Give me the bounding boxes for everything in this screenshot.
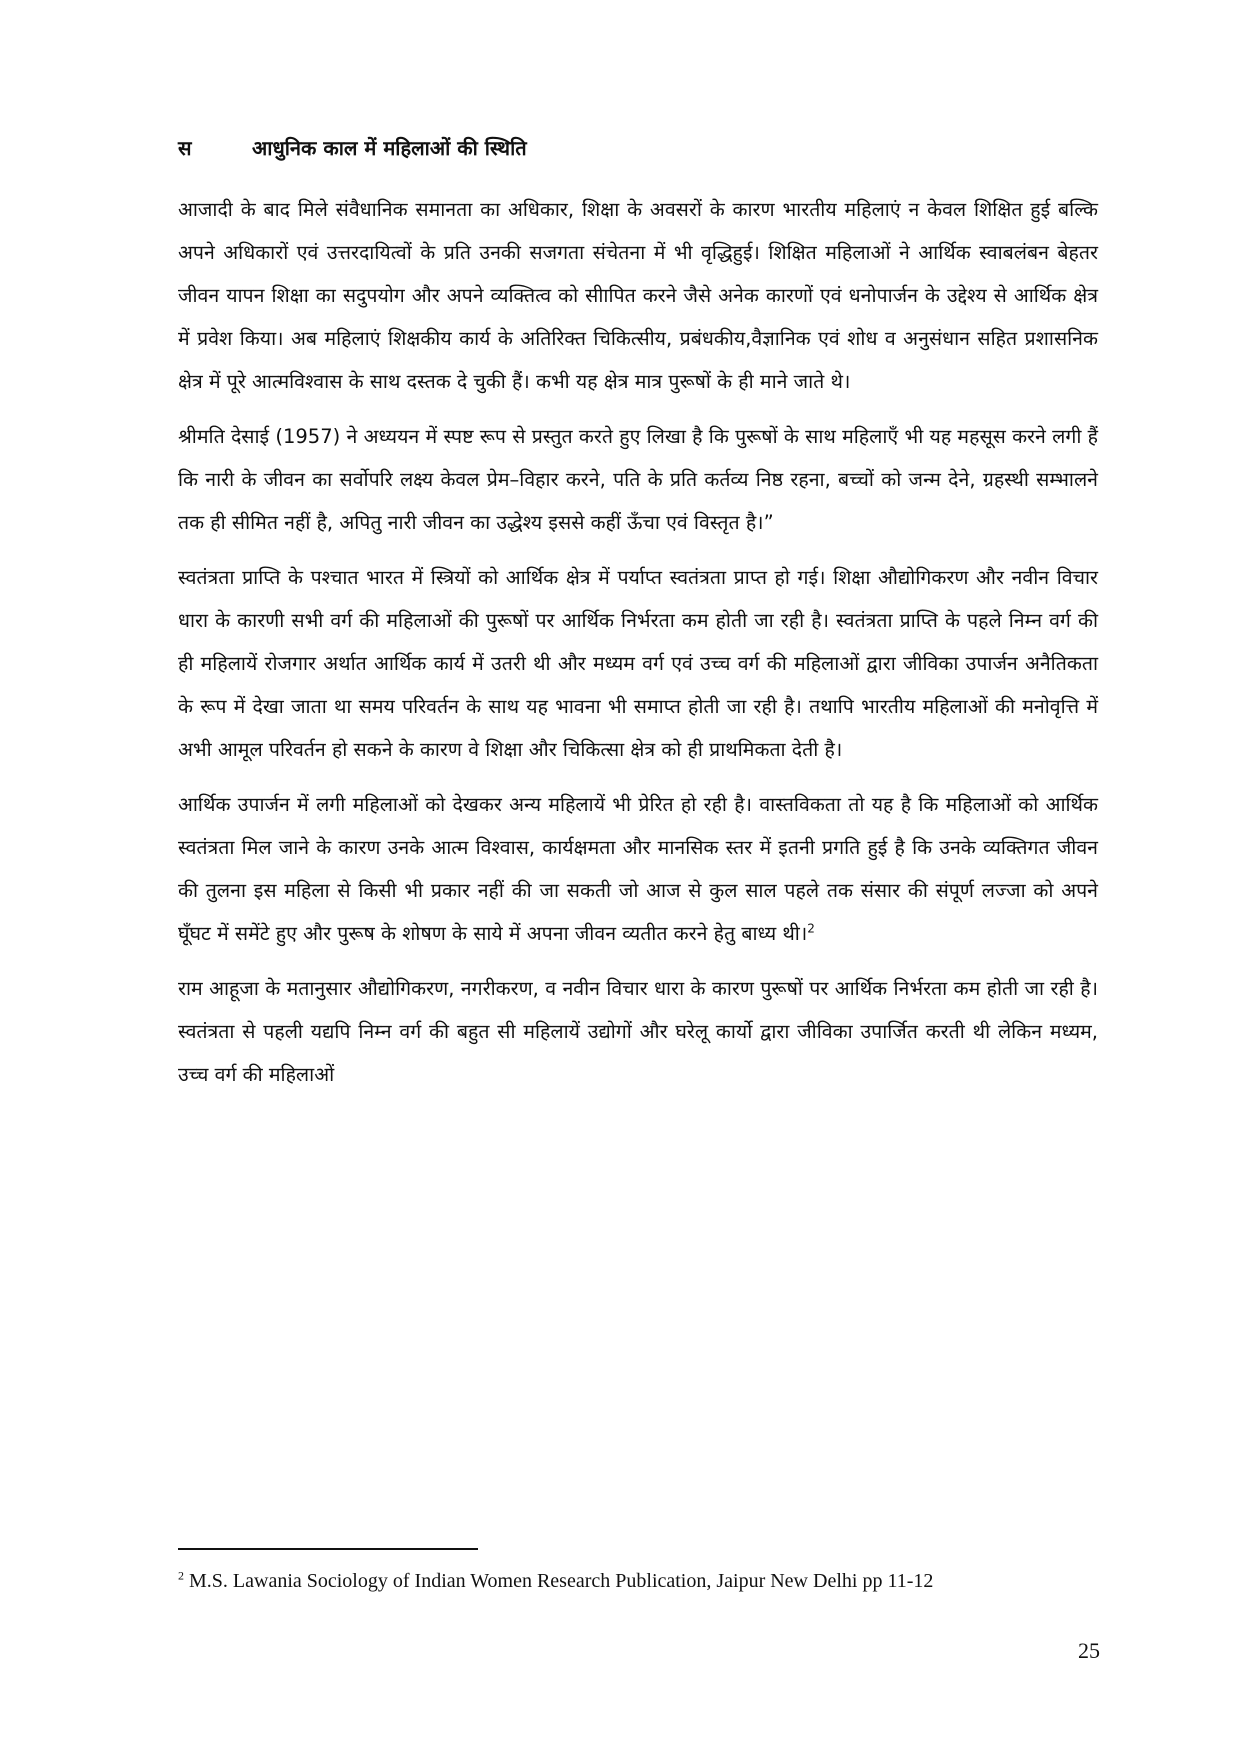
paragraph-4	[178, 783, 1098, 955]
page-number: 25	[1078, 1638, 1100, 1663]
paragraph-2: श्रीमति देसाई (1957) ने अध्ययन में स्पष्ट रूप से प्रस्तुत करते हुए लिखा है कि पुरूषों के साथ महिलाएँ भी यह महसूस करने लगी हैं कि नारी के जीवन का सर्वोपरि लक्ष्य केवल प्रेम–विहार करने, पति के प्रति कर्तव्य निष्ठ रहना, बच्चों को जन्म देने, ग्रहस्थी सम्भालने तक ही सीमित नहीं है, अपितु नारी जीवन का उद्धेश्य इससे कहीं ऊँचा एवं विस्तृत है।”	[178, 425, 1098, 534]
section-title: आधुनिक काल में महिलाओं की स्थिति	[252, 136, 527, 160]
section-heading	[178, 128, 1078, 168]
footnote-marker: 2	[178, 1568, 184, 1583]
footnote-reference[interactable]: 2	[807, 921, 815, 936]
paragraph-3: स्वतंत्रता प्राप्ति के पश्चात भारत में स्त्रियों को आर्थिक क्षेत्र में पर्याप्त स्वतंत्रता प्राप्त हो गई। शिक्षा औद्योगिकरण और नवीन विचार धारा के कारणी सभी वर्ग की महिलाओं की पुरूषों पर आर्थिक निर्भरता कम होती जा रही है। स्वतंत्रता प्राप्ति के पहले निम्न वर्ग की ही महिलायें रोजगार अर्थात आर्थिक कार्य में उतरी थी और मध्यम वर्ग एवं उच्च वर्ग की महिलाओं द्वारा जीविका उपार्जन अनैतिकता के रूप में देखा जाता था समय परिवर्तन के साथ यह भावना भी समाप्त होती जा रही है। तथापि भारतीय महिलाओं की मनोवृत्ति में अभी आमूल परिवर्तन हो सकने के कारण वे शिक्षा और चिकित्सा क्षेत्र को ही प्राथमिकता देती है।	[178, 566, 1098, 761]
body-text	[178, 188, 1098, 1108]
paragraph-5: राम आहूजा के मतानुसार औद्योगिकरण, नगरीकरण, व नवीन विचार धारा के कारण पुरूषों पर आर्थिक निर्भरता कम होती जा रही है। स्वतंत्रता से पहली यद्यपि निम्न वर्ग की बहुत सी महिलायें उद्योगों और घरेलू कार्यो द्वारा जीविका उपार्जित करती थी लेकिन मध्यम, उच्च वर्ग की महिलाओं	[178, 977, 1098, 1086]
footnote-divider	[178, 1548, 478, 1550]
footnote	[178, 1568, 1098, 1594]
paragraph-1: आजादी के बाद मिले संवैधानिक समानता का अधिकार, शिक्षा के अवसरों के कारण भारतीय महिलाएं न केवल शिक्षित हुई बल्कि अपने अधिकारों एवं उत्तरदायित्वों के प्रति उनकी सजगता संचेतना में भी वृद्धिहुई। शिक्षित महिलाओं ने आर्थिक स्वाबलंबन बेहतर जीवन यापन शिक्षा का सदुपयोग और अपने व्यक्तित्व को सीापित करने जैसे अनेक कारणों एवं धनोपार्जन के उद्देश्य से आर्थिक क्षेत्र में प्रवेश किया। अब महिलाएं शिक्षकीय कार्य के अतिरिक्त चिकित्सीय, प्रबंधकीय,वैज्ञानिक एवं शोध व अनुसंधान सहित प्रशासनिक क्षेत्र में पूरे आत्मविश्वास के साथ दस्तक दे चुकी हैं। कभी यह क्षेत्र मात्र पुरूषों के ही माने जाते थे।	[178, 198, 1098, 393]
footnote-text: M.S. Lawania Sociology of Indian Women Research Publication, Jaipur New Delhi pp 11-12	[184, 1570, 934, 1592]
paragraph-4-text: आर्थिक उपार्जन में लगी महिलाओं को देखकर अन्य महिलायें भी प्रेरित हो रही है। वास्तविकता तो यह है कि महिलाओं को आर्थिक स्वतंत्रता मिल जाने के कारण उनके आत्म विश्वास, कार्यक्षमता और मानसिक स्तर में इतनी प्रगति हुई है कि उनके व्यक्तिगत जीवन की तुलना इस महिला से किसी भी प्रकार नहीं की जा सकती जो आज से कुल साल पहले तक संसार की संपूर्ण लज्जा को अपने घूँघट में समेंटे हुए और पुरूष के शोषण के साये में अपना जीवन व्यतीत करने हेतु बाध्य थी।	[178, 793, 1098, 945]
section-marker: स	[178, 136, 192, 160]
